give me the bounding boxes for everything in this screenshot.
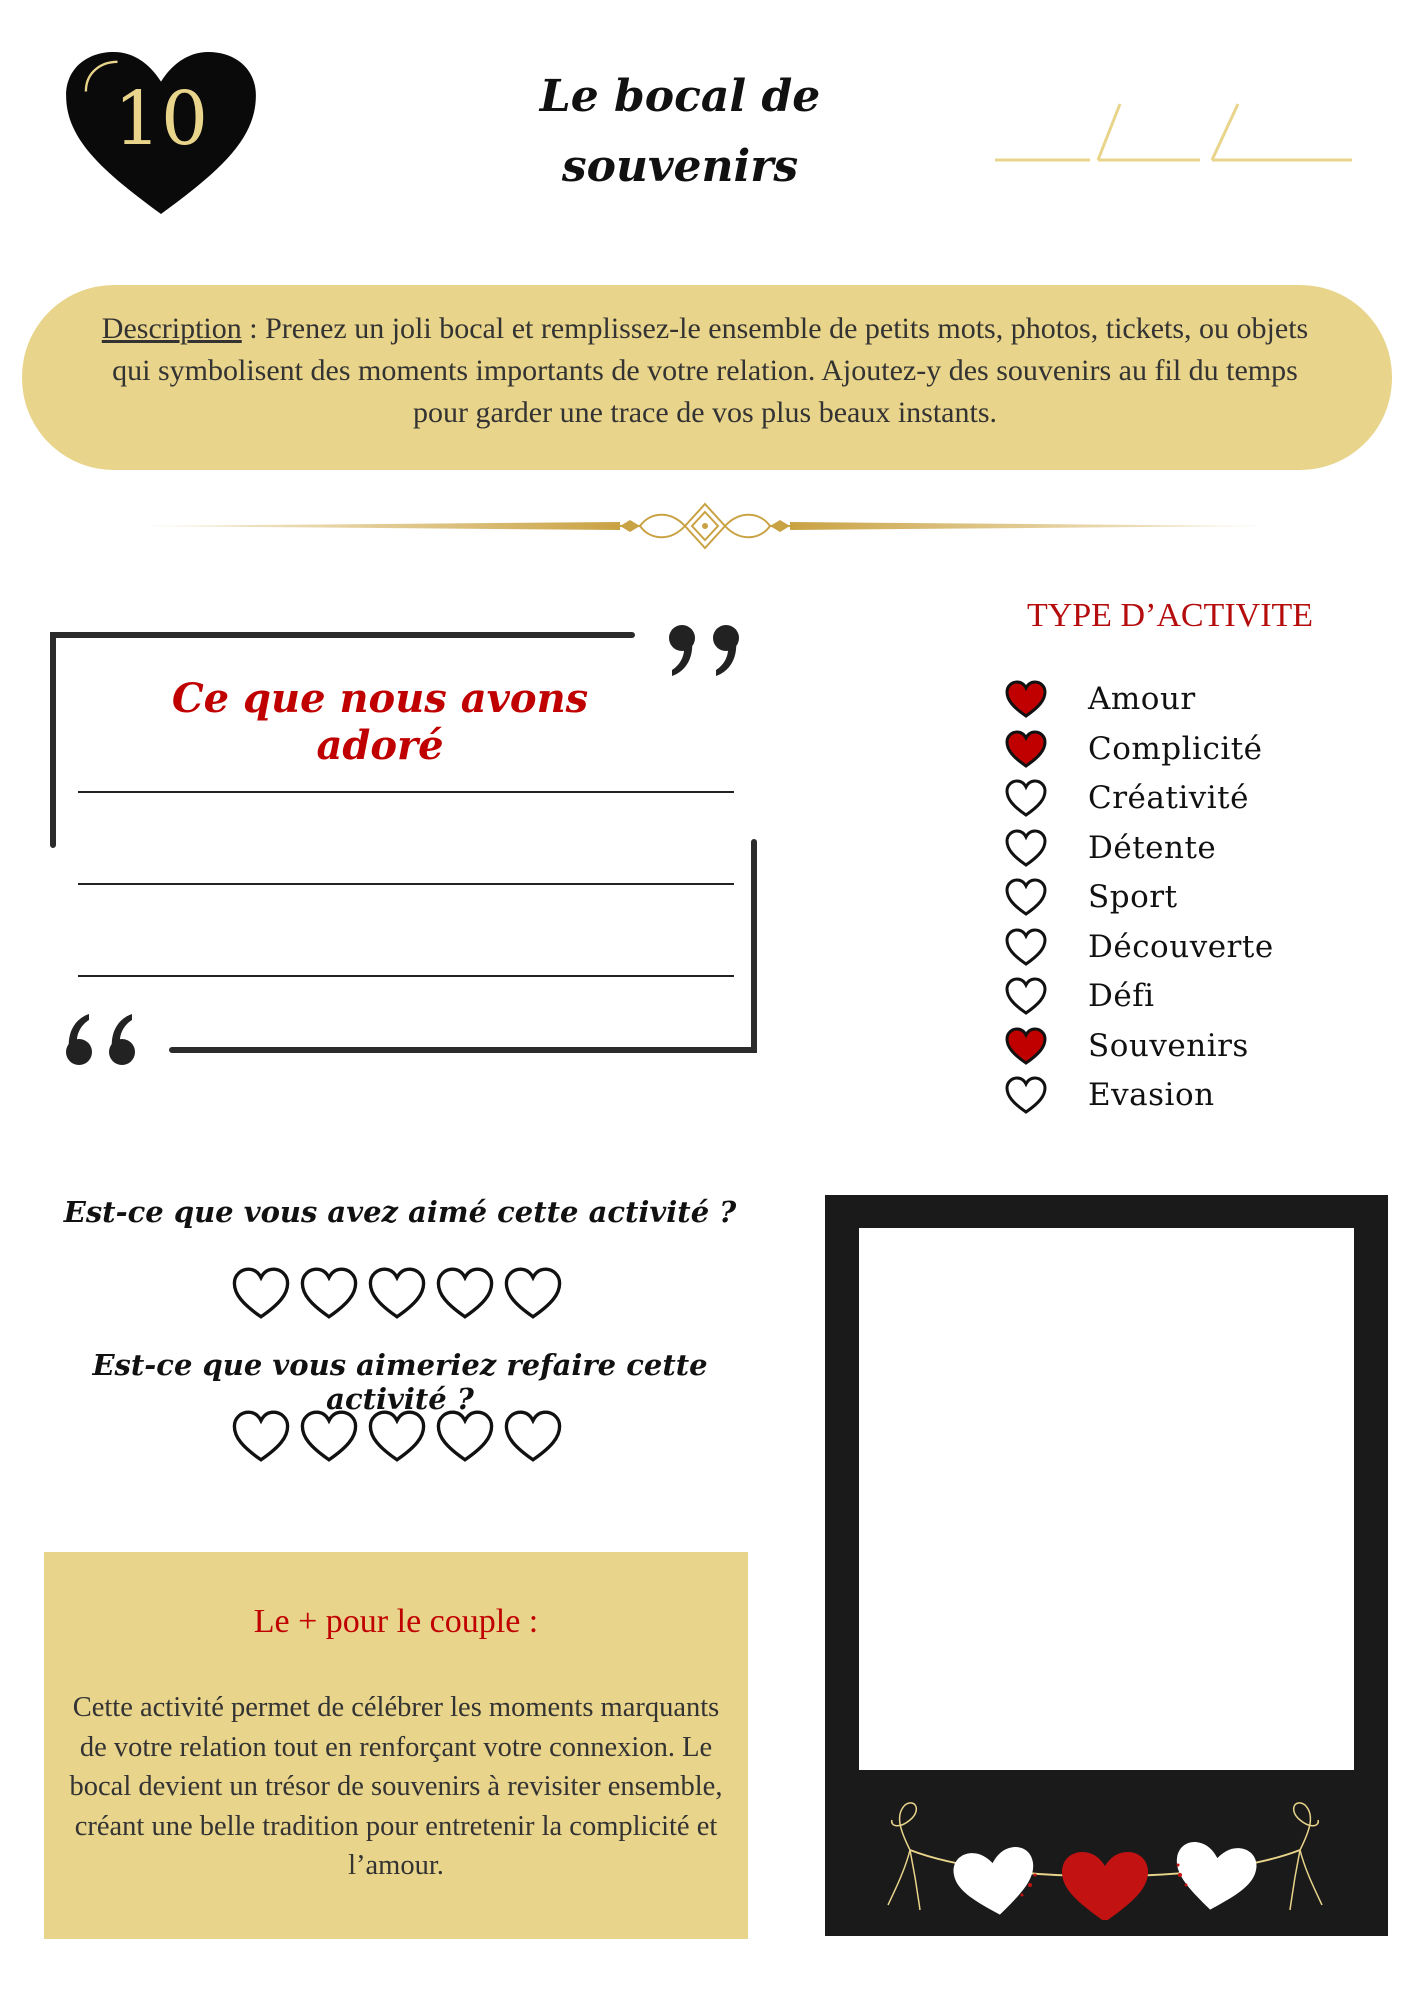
heart-checkbox-icon[interactable] (1004, 1075, 1048, 1115)
rating-heart-icon[interactable] (298, 1408, 360, 1464)
rating-heart-icon[interactable] (502, 1265, 564, 1321)
rating-heart-icon[interactable] (230, 1408, 292, 1464)
activity-option-label: Découverte (1088, 928, 1274, 965)
close-quote-icon (669, 625, 739, 676)
photo-placeholder[interactable] (859, 1228, 1354, 1770)
activity-option-label: Créativité (1088, 780, 1249, 816)
rating-heart-icon[interactable] (298, 1265, 360, 1321)
writing-line-2[interactable] (78, 883, 734, 885)
couple-benefit-text: Cette activité permet de célébrer les moments marquants de votre relation tout en renforçant votre connexion. Le bocal devient un trésor de souvenirs à revisiter ensemble, créant une belle tradition pour entretenir la complicité et l’amour. (69, 1692, 723, 1881)
couple-benefit-title: Le + pour le couple : (253, 1603, 539, 1640)
ornament-divider (140, 500, 1270, 552)
heart-checkbox-icon[interactable] (1004, 1026, 1048, 1066)
rating-redo[interactable] (230, 1408, 564, 1464)
description-text (95, 308, 1315, 434)
activity-option[interactable] (1004, 875, 1178, 919)
heart-checkbox-icon[interactable] (1004, 927, 1048, 967)
heart-checkbox-icon[interactable] (1004, 729, 1048, 769)
activity-option[interactable] (1004, 974, 1155, 1018)
heart-checkbox-icon[interactable] (1004, 976, 1048, 1016)
activity-option-label: Amour (1088, 681, 1196, 717)
heart-garland-icon (880, 1780, 1330, 1920)
writing-line-1[interactable] (78, 791, 734, 793)
activity-option[interactable] (1004, 826, 1216, 870)
writing-line-3[interactable] (78, 975, 734, 977)
activity-option[interactable] (1004, 925, 1274, 969)
rating-heart-icon[interactable] (434, 1408, 496, 1464)
activity-option[interactable] (1004, 1024, 1249, 1068)
heart-checkbox-icon[interactable] (1004, 778, 1048, 818)
date-field[interactable] (990, 96, 1360, 166)
question-redo: Est-ce que vous aimeriez refaire cette activité ? (92, 1348, 708, 1416)
heart-checkbox-icon[interactable] (1004, 877, 1048, 917)
rating-heart-icon[interactable] (434, 1265, 496, 1321)
activity-type-title: TYPE D’ACTIVITE (1026, 597, 1314, 634)
activity-option[interactable] (1004, 727, 1263, 771)
activity-option-label: Evasion (1088, 1077, 1215, 1113)
activity-option[interactable] (1004, 1073, 1215, 1117)
activity-option-label: Complicité (1088, 730, 1263, 767)
rating-heart-icon[interactable] (230, 1265, 292, 1321)
activity-option[interactable] (1004, 677, 1196, 721)
activity-option-label: Détente (1088, 829, 1217, 866)
heart-checkbox-icon[interactable] (1004, 679, 1048, 719)
open-quote-icon (66, 1014, 135, 1065)
question-liked: Est-ce que vous avez aimé cette activité ? (63, 1195, 737, 1229)
rating-heart-icon[interactable] (366, 1265, 428, 1321)
activity-option[interactable] (1004, 776, 1249, 820)
page-title: Le bocal de souvenirs (539, 71, 821, 192)
rating-heart-icon[interactable] (502, 1408, 564, 1464)
description-body: : Prenez un joli bocal et remplissez-le ensemble de petits mots, photos, tickets, ou objets qui symbolisent des moments importants de votre relation. Ajoutez-y des souvenirs au fil du temps pour garder une trace de vos plus beaux instants. (112, 312, 1309, 429)
adore-title: Ce que nous avons adoré (171, 675, 589, 769)
activity-option-label: Sport (1088, 879, 1178, 915)
rating-heart-icon[interactable] (366, 1408, 428, 1464)
description-label: Description (101, 312, 242, 345)
heart-checkbox-icon[interactable] (1004, 828, 1048, 868)
activity-number: 10 (113, 76, 209, 162)
activity-option-label: Souvenirs (1088, 1027, 1249, 1064)
activity-option-label: Défi (1088, 978, 1155, 1014)
rating-liked[interactable] (230, 1265, 564, 1321)
